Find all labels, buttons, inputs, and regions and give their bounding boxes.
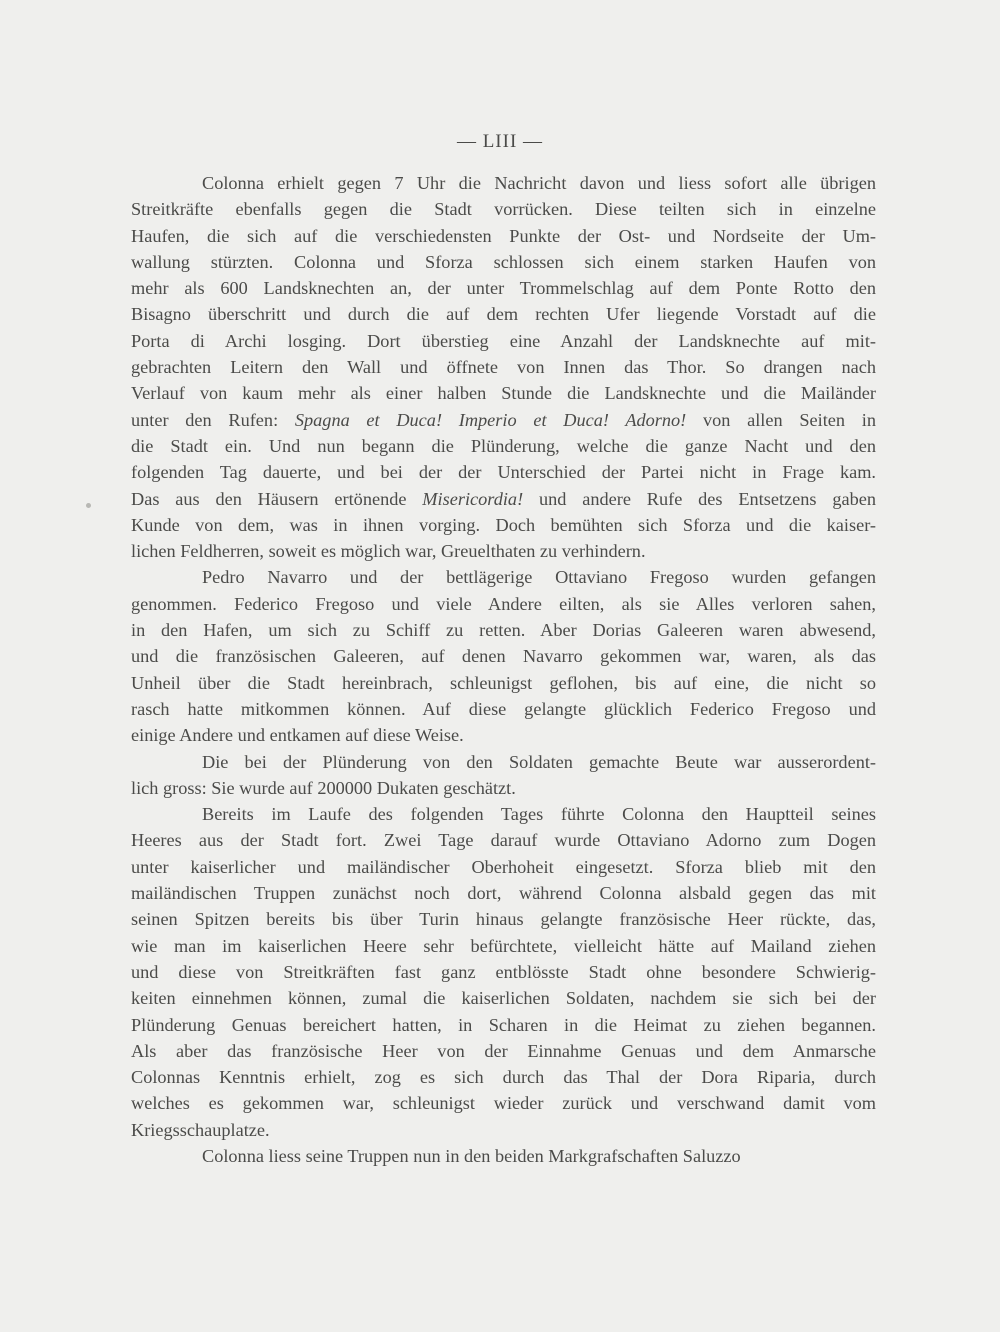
text-line: Colonna erhielt gegen 7 Uhr die Nachricht davon und liess sofort alle übrigen <box>202 173 876 193</box>
text-line <box>131 407 876 433</box>
page-number: — LIII — <box>456 131 544 152</box>
text-line: Streitkräfte ebenfalls gegen die Stadt vorrücken. Diese teilten sich in einzelne <box>131 199 876 220</box>
text-line: wie man im kaiserlichen Heere sehr befürchtete, vielleicht hätte auf Mailand ziehen <box>131 935 876 956</box>
text-line: gebrachten Leitern den Wall und öffnete von Innen das Thor. So drangen nach <box>131 357 876 378</box>
text-run: Das aus den Häusern ertönende <box>131 488 423 509</box>
text-line: Plünderung Genuas bereichert hatten, in Scharen in die Heimat zu ziehen begannen. <box>131 1014 876 1035</box>
text-line: Haufen, die sich auf die verschiedensten Punkte der Ost- und Nordseite der Um- <box>131 225 876 246</box>
italic-run: Spagna et Duca! Imperio et Duca! Adorno! <box>294 409 687 430</box>
paragraph <box>131 564 876 748</box>
text-line: welches es gekommen war, schleunigst wieder zurück und verschwand damit vom <box>131 1093 876 1114</box>
text-line <box>131 486 876 512</box>
italic-run: Misericordia! <box>422 488 524 509</box>
text-line: Colonna liess seine Truppen nun in den beiden Markgrafschaften Saluzzo <box>202 1145 741 1166</box>
text-run: und andere Rufe des Entsetzens gaben <box>523 488 876 509</box>
text-line: Porta di Archi losging. Dort überstieg eine Anzahl der Landsknechte auf mit- <box>131 330 876 351</box>
text-line: lichen Feldherren, soweit es möglich war, Greuelthaten zu verhindern. <box>131 541 646 562</box>
text-line: und die französischen Galeeren, auf denen Navarro gekommen war, waren, als das <box>131 646 876 667</box>
text-line: mehr als 600 Landsknechten an, der unter Trommelschlag auf dem Ponte Rotto den <box>131 278 876 299</box>
text-line: keiten einnehmen können, zumal die kaiserlichen Soldaten, nachdem sie sich bei der <box>131 988 876 1009</box>
paragraph <box>131 1143 876 1169</box>
text-line: Als aber das französische Heer von der Einnahme Genuas und dem Anmarsche <box>131 1040 876 1061</box>
text-run: unter den Rufen: <box>131 409 295 430</box>
text-run: von allen Seiten in <box>686 409 876 430</box>
text-line: Bereits im Laufe des folgenden Tages führte Colonna den Hauptteil seines <box>202 804 876 825</box>
text-line: wallung stürzten. Colonna und Sforza schlossen sich einem starken Haufen von <box>131 251 876 272</box>
text-line: Heeres aus der Stadt fort. Zwei Tage darauf wurde Ottaviano Adorno zum Dogen <box>131 830 876 851</box>
text-line: in den Hafen, um sich zu Schiff zu retten. Aber Dorias Galeeren waren abwesend, <box>131 620 876 641</box>
body-text <box>131 170 876 1169</box>
text-line: Kriegsschauplatze. <box>131 1119 270 1140</box>
text-line: und diese von Streitkräften fast ganz entblösste Stadt ohne besondere Schwierig- <box>131 961 876 982</box>
text-line: Unheil über die Stadt hereinbrach, schleunigst geflohen, bis auf eine, die nicht so <box>131 672 876 693</box>
text-line: mailändischen Truppen zunächst noch dort, während Colonna alsbald gegen das mit <box>131 883 876 904</box>
text-line: rasch hatte mitkommen können. Auf diese gelangte glücklich Federico Fregoso und <box>131 698 876 719</box>
text-line: Kunde von dem, was in ihnen vorging. Doch bemühten sich Sforza und die kaiser- <box>131 514 876 535</box>
text-line: Verlauf von kaum mehr als einer halben Stunde die Landsknechte und die Mailänder <box>131 383 876 404</box>
text-line: seinen Spitzen bereits bis über Turin hinaus gelangte französische Heer rückte, das, <box>131 909 876 930</box>
text-line: einige Andere und entkamen auf diese Weise. <box>131 725 464 746</box>
text-line: die Stadt ein. Und nun begann die Plünderung, welche die ganze Nacht und den <box>131 435 876 456</box>
text-line: genommen. Federico Fregoso und viele Andere eilten, als sie Alles verloren sahen, <box>131 593 876 614</box>
margin-speck <box>86 503 91 508</box>
paragraph <box>131 749 876 802</box>
text-line: Pedro Navarro und der bettlägerige Ottaviano Fregoso wurden gefangen <box>202 567 876 588</box>
text-line: unter kaiserlicher und mailändischer Oberhoheit eingesetzt. Sforza blieb mit den <box>131 856 876 877</box>
text-line: lich gross: Sie wurde auf 200000 Dukaten geschätzt. <box>131 777 516 798</box>
paragraph <box>131 170 876 564</box>
text-line: Die bei der Plünderung von den Soldaten gemachte Beute war ausserordent- <box>202 751 876 772</box>
text-line: Colonnas Kenntnis erhielt, zog es sich durch das Thal der Dora Riparia, durch <box>131 1067 876 1088</box>
text-line: folgenden Tag dauerte, und bei der der Unterschied der Partei nicht in Frage kam. <box>131 462 876 483</box>
text-line: Bisagno überschritt und durch die auf dem rechten Ufer liegende Vorstadt auf die <box>131 304 876 325</box>
paragraph <box>131 801 876 1143</box>
